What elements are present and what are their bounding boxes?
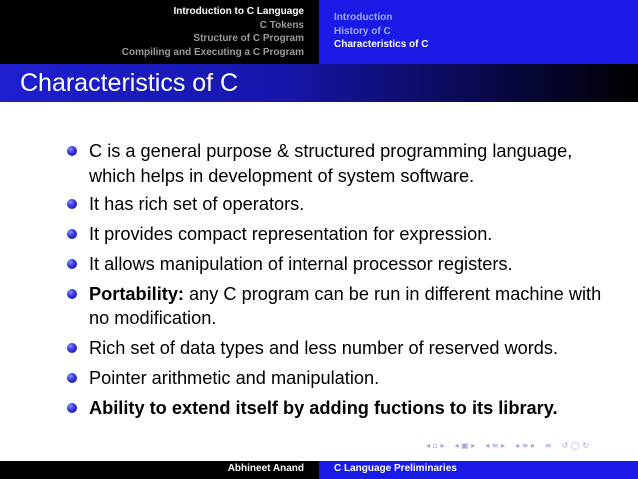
bullet-text: any C program can be run in different machine with no modification. [89, 283, 602, 328]
headline-navigation [0, 0, 638, 64]
list-item [0, 366, 638, 391]
bullet-ball-icon [67, 403, 77, 413]
list-item [0, 222, 638, 247]
nav-section-tokens[interactable]: C Tokens [259, 19, 304, 31]
subsection-nav-icon[interactable]: ◂ ≡ ▸ [485, 441, 506, 450]
bullet-text: Pointer arithmetic and manipulation. [89, 368, 380, 388]
frame-title-bar [0, 64, 638, 102]
slide-nav-icon[interactable]: ◂ ▫ ▸ [426, 441, 445, 450]
nav-section-structure[interactable]: Structure of C Program [193, 33, 304, 45]
bullet-text: C is a general purpose & structured programming language, which helps in development of system software. [89, 141, 573, 186]
list-item [0, 282, 638, 331]
subsection-navigation [319, 0, 638, 64]
section-nav-icon[interactable]: ◂ ≡ ▸ [515, 441, 535, 450]
bullet-ball-icon [67, 146, 77, 156]
bullet-ball-icon [67, 259, 77, 269]
frame-title: Characteristics of C [20, 69, 239, 97]
footer-title-box [319, 461, 638, 479]
bullet-text: Rich set of data types and less number of reserved words. [89, 338, 559, 358]
bullet-text: Ability to extend itself by adding fuctions to its library. [89, 398, 558, 418]
footline [0, 461, 638, 479]
bullet-ball-icon [67, 289, 77, 299]
nav-subsection-history[interactable]: History of C [334, 25, 391, 37]
list-item [0, 252, 638, 277]
search-zoom-icon[interactable]: ↺ ◯ ↻ [561, 441, 590, 450]
list-item [0, 192, 638, 217]
list-item [0, 336, 638, 361]
footer-title: C Language Preliminaries [334, 463, 457, 474]
nav-subsection-introduction[interactable]: Introduction [334, 12, 393, 23]
bullet-text: It provides compact representation for expression. [89, 223, 493, 244]
frame-nav-icon[interactable]: ◂ ▣ ▸ [454, 441, 476, 450]
bullet-list [0, 139, 638, 426]
nav-subsection-characteristics[interactable]: Characteristics of C [334, 39, 429, 51]
section-navigation [0, 0, 319, 64]
nav-section-compiling[interactable]: Compiling and Executing a C Program [121, 46, 304, 58]
beamer-navigation-symbols [426, 441, 589, 451]
bullet-bold-prefix: Portability: [89, 283, 184, 304]
footer-author: Abhineet Anand [227, 463, 304, 474]
bullet-ball-icon [67, 343, 77, 353]
align-icon[interactable]: ≡ [544, 441, 552, 450]
bullet-text: It has rich set of operators. [89, 193, 305, 214]
bullet-ball-icon [67, 373, 77, 383]
nav-section-intro[interactable]: Introduction to C Language [173, 6, 304, 17]
bullet-ball-icon [67, 199, 77, 209]
list-item [0, 396, 638, 421]
list-item [0, 139, 638, 188]
bullet-text: It allows manipulation of internal processor registers. [89, 253, 513, 274]
bullet-ball-icon [67, 229, 77, 239]
footer-author-box [0, 461, 319, 479]
